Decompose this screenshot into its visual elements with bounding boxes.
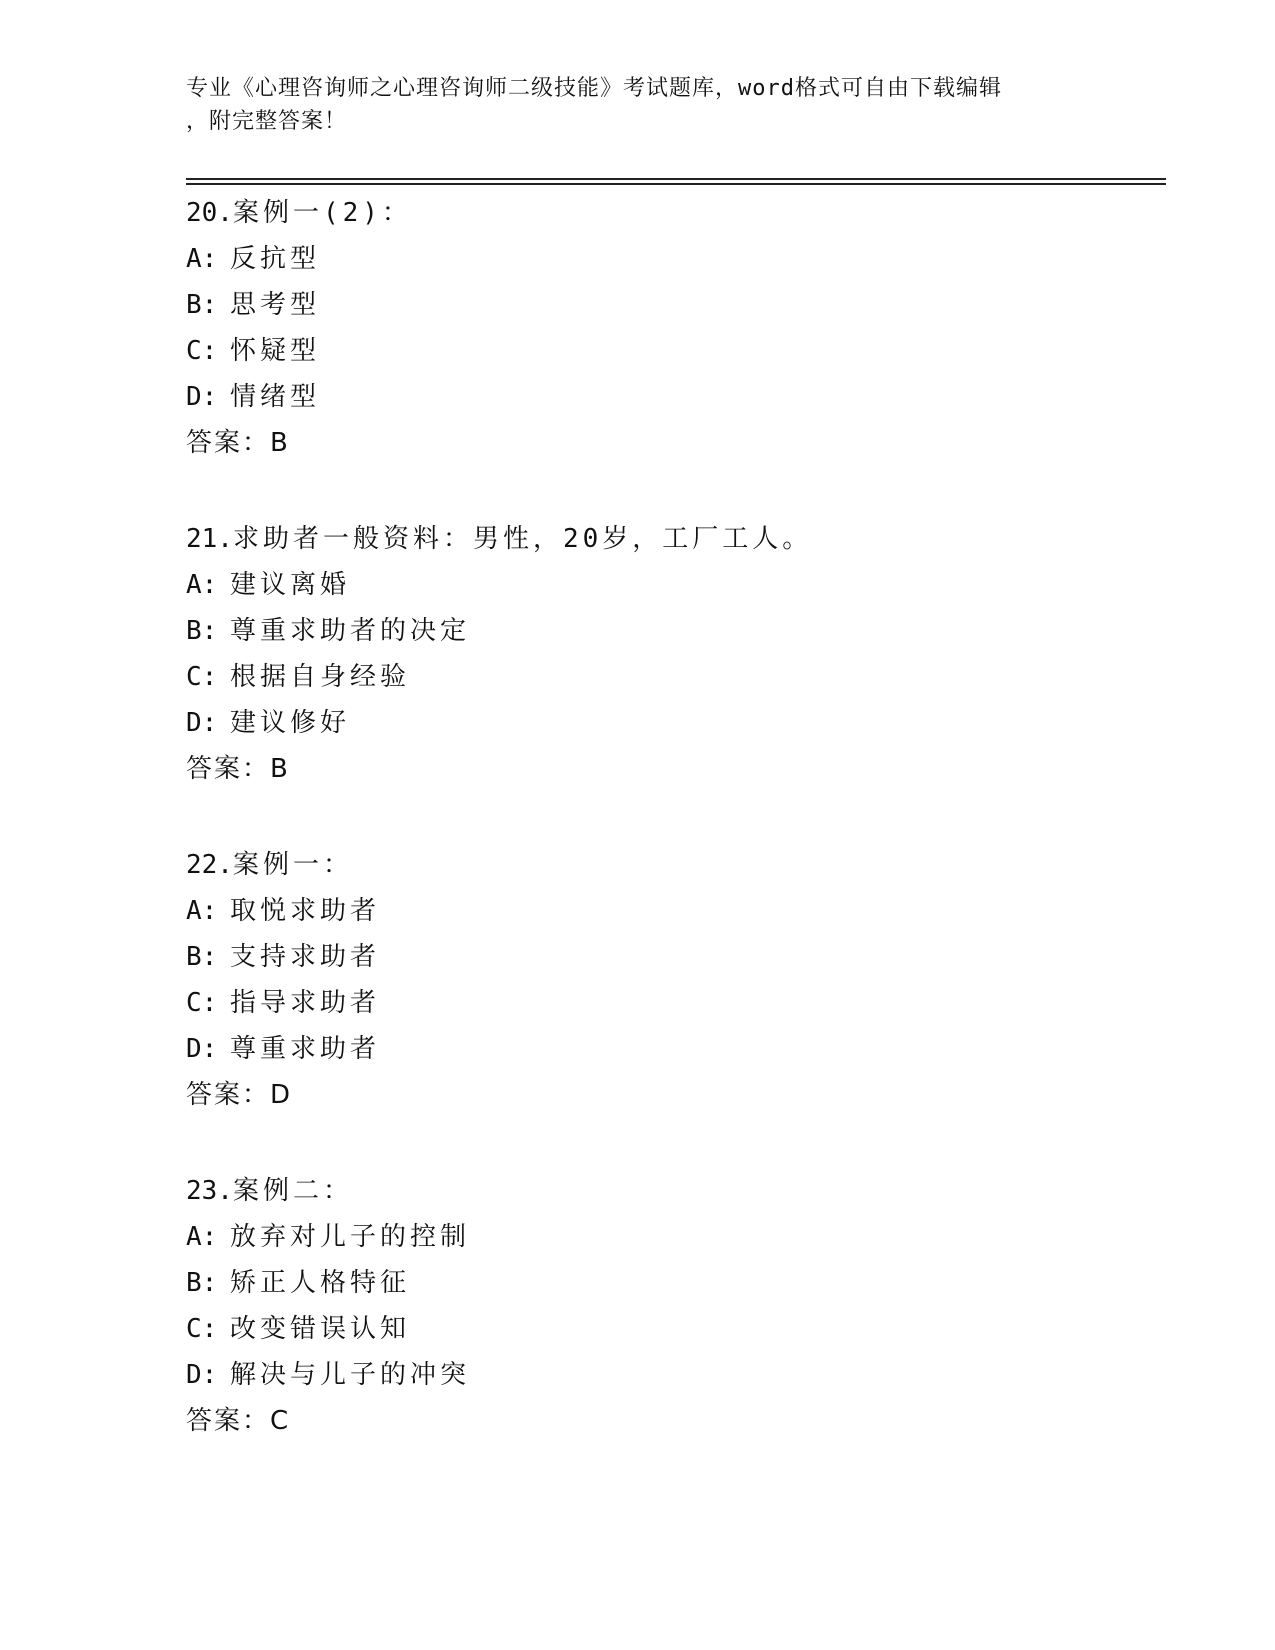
question-list: [186, 190, 1166, 1494]
option-text: 尊重求助者: [230, 1034, 381, 1064]
header-line-2: ，附完整答案！: [186, 109, 348, 134]
question-22: [186, 842, 1166, 1118]
option-label: C:: [186, 988, 218, 1018]
option-label: B:: [186, 1268, 218, 1298]
question-text: 案例二：: [232, 1176, 353, 1206]
question-20: [186, 190, 1166, 466]
question-number: 23.: [186, 1176, 233, 1206]
option-text: 情绪型: [230, 382, 321, 412]
option-b: [186, 608, 1166, 654]
question-21: [186, 516, 1166, 792]
header-line-1: 专业《心理咨询师之心理咨询师二级技能》考试题库，word格式可自由下载编辑: [186, 76, 1002, 101]
option-label: B:: [186, 290, 218, 320]
option-label: D:: [186, 708, 218, 738]
option-a: [186, 1214, 1166, 1260]
question-stem: [186, 842, 1166, 888]
option-b: [186, 1260, 1166, 1306]
option-text: 解决与儿子的冲突: [230, 1360, 471, 1390]
header-divider-bottom: [186, 183, 1166, 185]
option-text: 尊重求助者的决定: [230, 616, 471, 646]
option-a: [186, 236, 1166, 282]
option-b: [186, 282, 1166, 328]
option-label: A:: [186, 896, 218, 926]
option-d: [186, 374, 1166, 420]
question-number: 22.: [186, 850, 233, 880]
option-text: 怀疑型: [230, 336, 321, 366]
option-b: [186, 934, 1166, 980]
question-text: 求助者一般资料：男性，20岁，工厂工人。: [232, 524, 813, 554]
question-number: 21.: [186, 524, 233, 554]
option-text: 思考型: [230, 290, 321, 320]
option-label: A:: [186, 244, 218, 274]
header-divider-top: [186, 178, 1166, 180]
option-label: D:: [186, 382, 218, 412]
option-text: 放弃对儿子的控制: [230, 1222, 471, 1252]
option-text: 建议离婚: [230, 570, 351, 600]
option-d: [186, 700, 1166, 746]
question-text: 案例一(2)：: [232, 198, 412, 228]
answer: 答案：D: [186, 1080, 293, 1110]
option-text: 支持求助者: [230, 942, 381, 972]
option-c: [186, 980, 1166, 1026]
question-number: 20.: [186, 198, 233, 228]
option-label: B:: [186, 616, 218, 646]
answer: 答案：B: [186, 754, 290, 784]
option-d: [186, 1026, 1166, 1072]
question-stem: [186, 516, 1166, 562]
answer: 答案：C: [186, 1406, 291, 1436]
question-text: 案例一：: [232, 850, 353, 880]
option-label: C:: [186, 336, 218, 366]
answer: 答案：B: [186, 428, 290, 458]
option-c: [186, 654, 1166, 700]
option-text: 反抗型: [230, 244, 321, 274]
option-label: A:: [186, 1222, 218, 1252]
question-stem: [186, 190, 1166, 236]
option-label: A:: [186, 570, 218, 600]
question-stem: [186, 1168, 1166, 1214]
option-label: C:: [186, 1314, 218, 1344]
option-c: [186, 1306, 1166, 1352]
option-text: 取悦求助者: [230, 896, 381, 926]
option-label: C:: [186, 662, 218, 692]
option-c: [186, 328, 1166, 374]
option-d: [186, 1352, 1166, 1398]
document-header: [186, 72, 1086, 138]
option-text: 建议修好: [230, 708, 351, 738]
question-23: [186, 1168, 1166, 1444]
option-text: 改变错误认知: [230, 1314, 411, 1344]
option-text: 指导求助者: [230, 988, 381, 1018]
option-label: D:: [186, 1034, 218, 1064]
option-label: D:: [186, 1360, 218, 1390]
option-a: [186, 562, 1166, 608]
option-a: [186, 888, 1166, 934]
option-text: 根据自身经验: [230, 662, 411, 692]
option-label: B:: [186, 942, 218, 972]
option-text: 矫正人格特征: [230, 1268, 411, 1298]
